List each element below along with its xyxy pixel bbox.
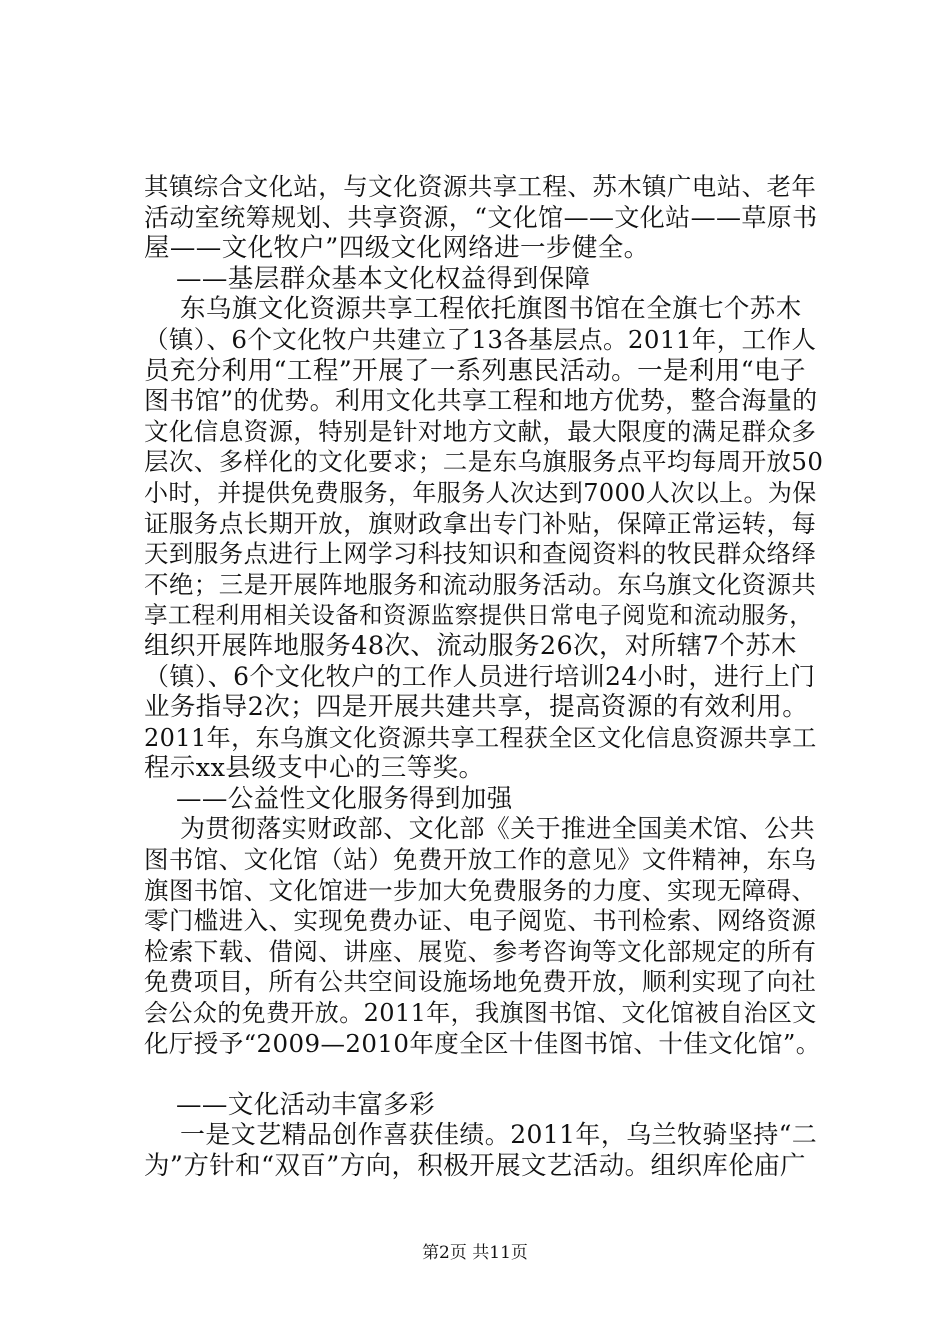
text-line: 东乌旗文化资源共享工程依托旗图书馆在全旗七个苏木 <box>180 294 802 325</box>
text-line: 证服务点长期开放，旗财政拿出专门补贴，保障正常运转，每 <box>144 508 817 538</box>
text-line: 天到服务点进行上网学习科技知识和查阅资料的牧民群众络绎 <box>144 539 817 569</box>
text-line: 2011年，东乌旗文化资源共享工程获全区文化信息资源共享工 <box>144 723 817 752</box>
text-line: 一是文艺精品创作喜获佳绩。2011年，乌兰牧骑坚持“二 <box>180 1120 818 1150</box>
text-line: 为”方针和“双百”方向，积极开展文艺活动。组织库伦庙广 <box>144 1151 806 1181</box>
text-line: 活动室统筹规划、共享资源，“文化馆——文化站——草原书 <box>144 202 818 232</box>
text-line: 享工程利用相关设备和资源监察提供日常电子阅览和流动服务， <box>144 601 814 630</box>
text-line: 化厅授予“2009—2010年度全区十佳图书馆、十佳文化馆”。 <box>144 1028 821 1058</box>
text-line: 不绝；三是开展阵地服务和流动服务活动。东乌旗文化资源共 <box>144 569 817 599</box>
section-heading: ——文化活动丰富多彩 <box>176 1089 436 1120</box>
blank-line <box>144 1059 824 1090</box>
text-line: 为贯彻落实财政部、文化部《关于推进全国美术馆、公共 <box>180 814 816 844</box>
text-line: 文化信息资源，特别是针对地方文献，最大限度的满足群众多 <box>144 416 817 446</box>
text-line: （镇）、6个文化牧户共建立了13各基层点。2011年，工作人 <box>144 324 817 354</box>
text-line: 层次、多样化的文化要求；二是东乌旗服务点平均每周开放50 <box>144 447 824 477</box>
text-line: 组织开展阵地服务48次、流动服务26次，对所辖7个苏木 <box>144 630 797 661</box>
text-line: 零门槛进入、实现免费办证、电子阅览、书刊检索、网络资源 <box>144 906 817 936</box>
text-line: 员充分利用“工程”开展了一系列惠民活动。一是利用“电子 <box>144 355 806 386</box>
text-line: 业务指导2次；四是开展共建共享，提高资源的有效利用。 <box>144 692 809 723</box>
text-line: 图书馆、文化馆（站）免费开放工作的意见》文件精神，东乌 <box>144 845 817 875</box>
text-line: 免费项目，所有公共空间设施场地免费开放，顺利实现了向社 <box>144 967 817 997</box>
document-body <box>144 172 824 1182</box>
text-line: 其镇综合文化站，与文化资源共享工程、苏木镇广电站、老年 <box>144 172 817 201</box>
text-line: 屋——文化牧户”四级文化网络进一步健全。 <box>144 233 650 264</box>
text-line: （镇）、6个文化牧户的工作人员进行培训24小时，进行上门 <box>144 661 816 691</box>
text-line: 小时，并提供免费服务，年服务人次达到7000人次以上。为保 <box>144 478 817 507</box>
text-line: 检索下载、借阅、讲座、展览、参考咨询等文化部规定的所有 <box>144 936 817 966</box>
text-line: 旗图书馆、文化馆进一步加大免费服务的力度、实现无障碍、 <box>144 875 817 905</box>
text-line: 会公众的免费开放。2011年，我旗图书馆、文化馆被自治区文 <box>144 999 817 1028</box>
text-line: 图书馆”的优势。利用文化共享工程和地方优势，整合海量的 <box>144 386 818 416</box>
section-heading: ——基层群众基本文化权益得到保障 <box>176 263 591 294</box>
page-number-footer: 第2页 共11页 <box>422 1243 528 1263</box>
section-heading: ——公益性文化服务得到加强 <box>176 783 513 814</box>
text-line: 程示xx县级支中心的三等奖。 <box>144 753 485 784</box>
